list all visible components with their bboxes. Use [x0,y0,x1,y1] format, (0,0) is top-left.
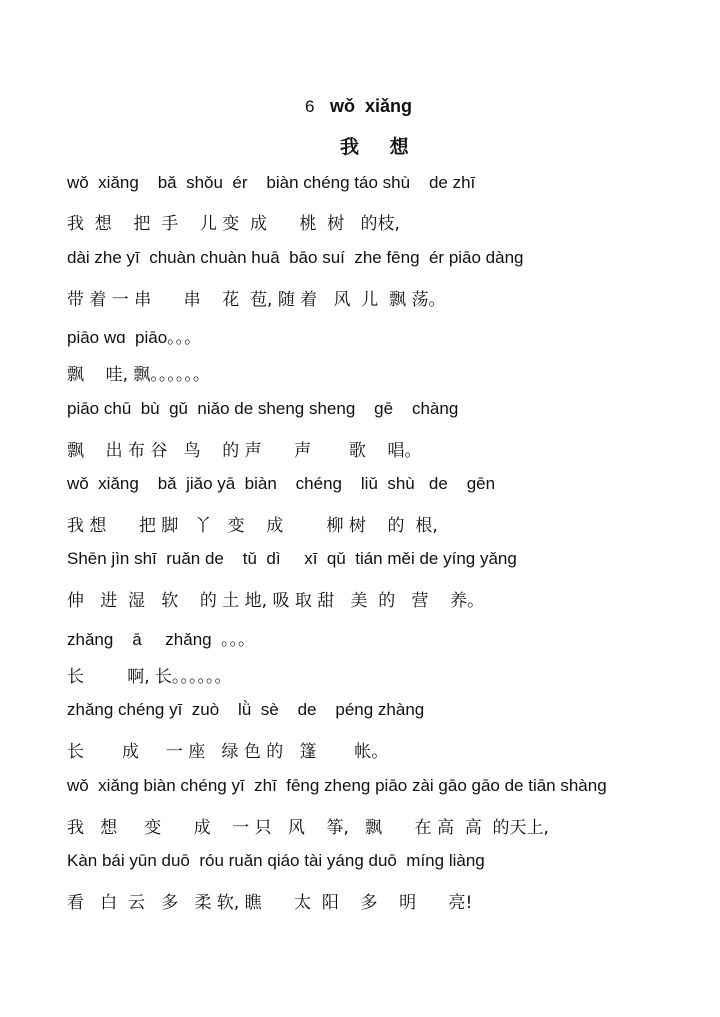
lesson-number: 6 [305,97,315,116]
hanzi-line: 我 想 把 脚 丫 变 成 柳 树 的 根, [67,516,438,536]
hanzi-line: 伸 进 湿 软 的 土 地, 吸 取 甜 美 的 营 养。 [67,591,485,611]
pinyin-line: Kàn bái yūn duō róu ruǎn qiáo tài yáng duō míng liàng [67,851,485,870]
pinyin-line: zhǎng chéng yī zuò lǜ sè de péng zhàng [67,700,425,719]
hanzi-line: 我 想 把 手 儿 变 成 桃 树 的枝, [67,214,400,234]
pinyin-line: wǒ xiǎng biàn chéng yī zhī fēng zheng piāo zài gāo gāo de tiān shàng [67,776,607,795]
pinyin-line: piāo chū bù gǔ niǎo de sheng sheng gē chàng [67,399,459,418]
poem-title: 我 想 [340,136,421,158]
pinyin-line: Shēn jìn shī ruǎn de tǔ dì xī qǔ tián měi de yíng yǎng [67,549,517,568]
hanzi-line: 飘 哇, 飘。。。。。。 [67,365,210,385]
hanzi-line: 带 着 一 串 串 花 苞, 随 着 风 儿 飘 荡。 [67,290,446,310]
pinyin-line: zhǎng ā zhǎng 。。。 [67,630,256,649]
hanzi-line: 看 白 云 多 柔 软, 瞧 太 阳 多 明 亮! [67,893,473,913]
pinyin-line: wǒ xiǎng bǎ jiǎo yā biàn chéng liǔ shù de gēn [67,474,496,493]
hanzi-line: 飘 出 布 谷 鸟 的 声 声 歌 唱。 [67,441,422,461]
hanzi-line: 长 啊, 长。。。。。。 [67,667,232,687]
hanzi-line: 我 想 变 成 一 只 风 筝, 飘 在 高 高 的天上, [67,818,549,838]
pinyin-line: dài zhe yī chuàn chuàn huā bāo suí zhe fēng ér piāo dàng [67,248,524,267]
pinyin-line: wǒ xiǎng bǎ shǒu ér biàn chéng táo shù de zhī [67,173,476,192]
title-pinyin: wǒ xiǎng [330,96,413,116]
hanzi-line: 长 成 一 座 绿 色 的 篷 帐。 [67,742,389,762]
pinyin-line: piāo wɑ piāo。。。 [67,328,202,347]
